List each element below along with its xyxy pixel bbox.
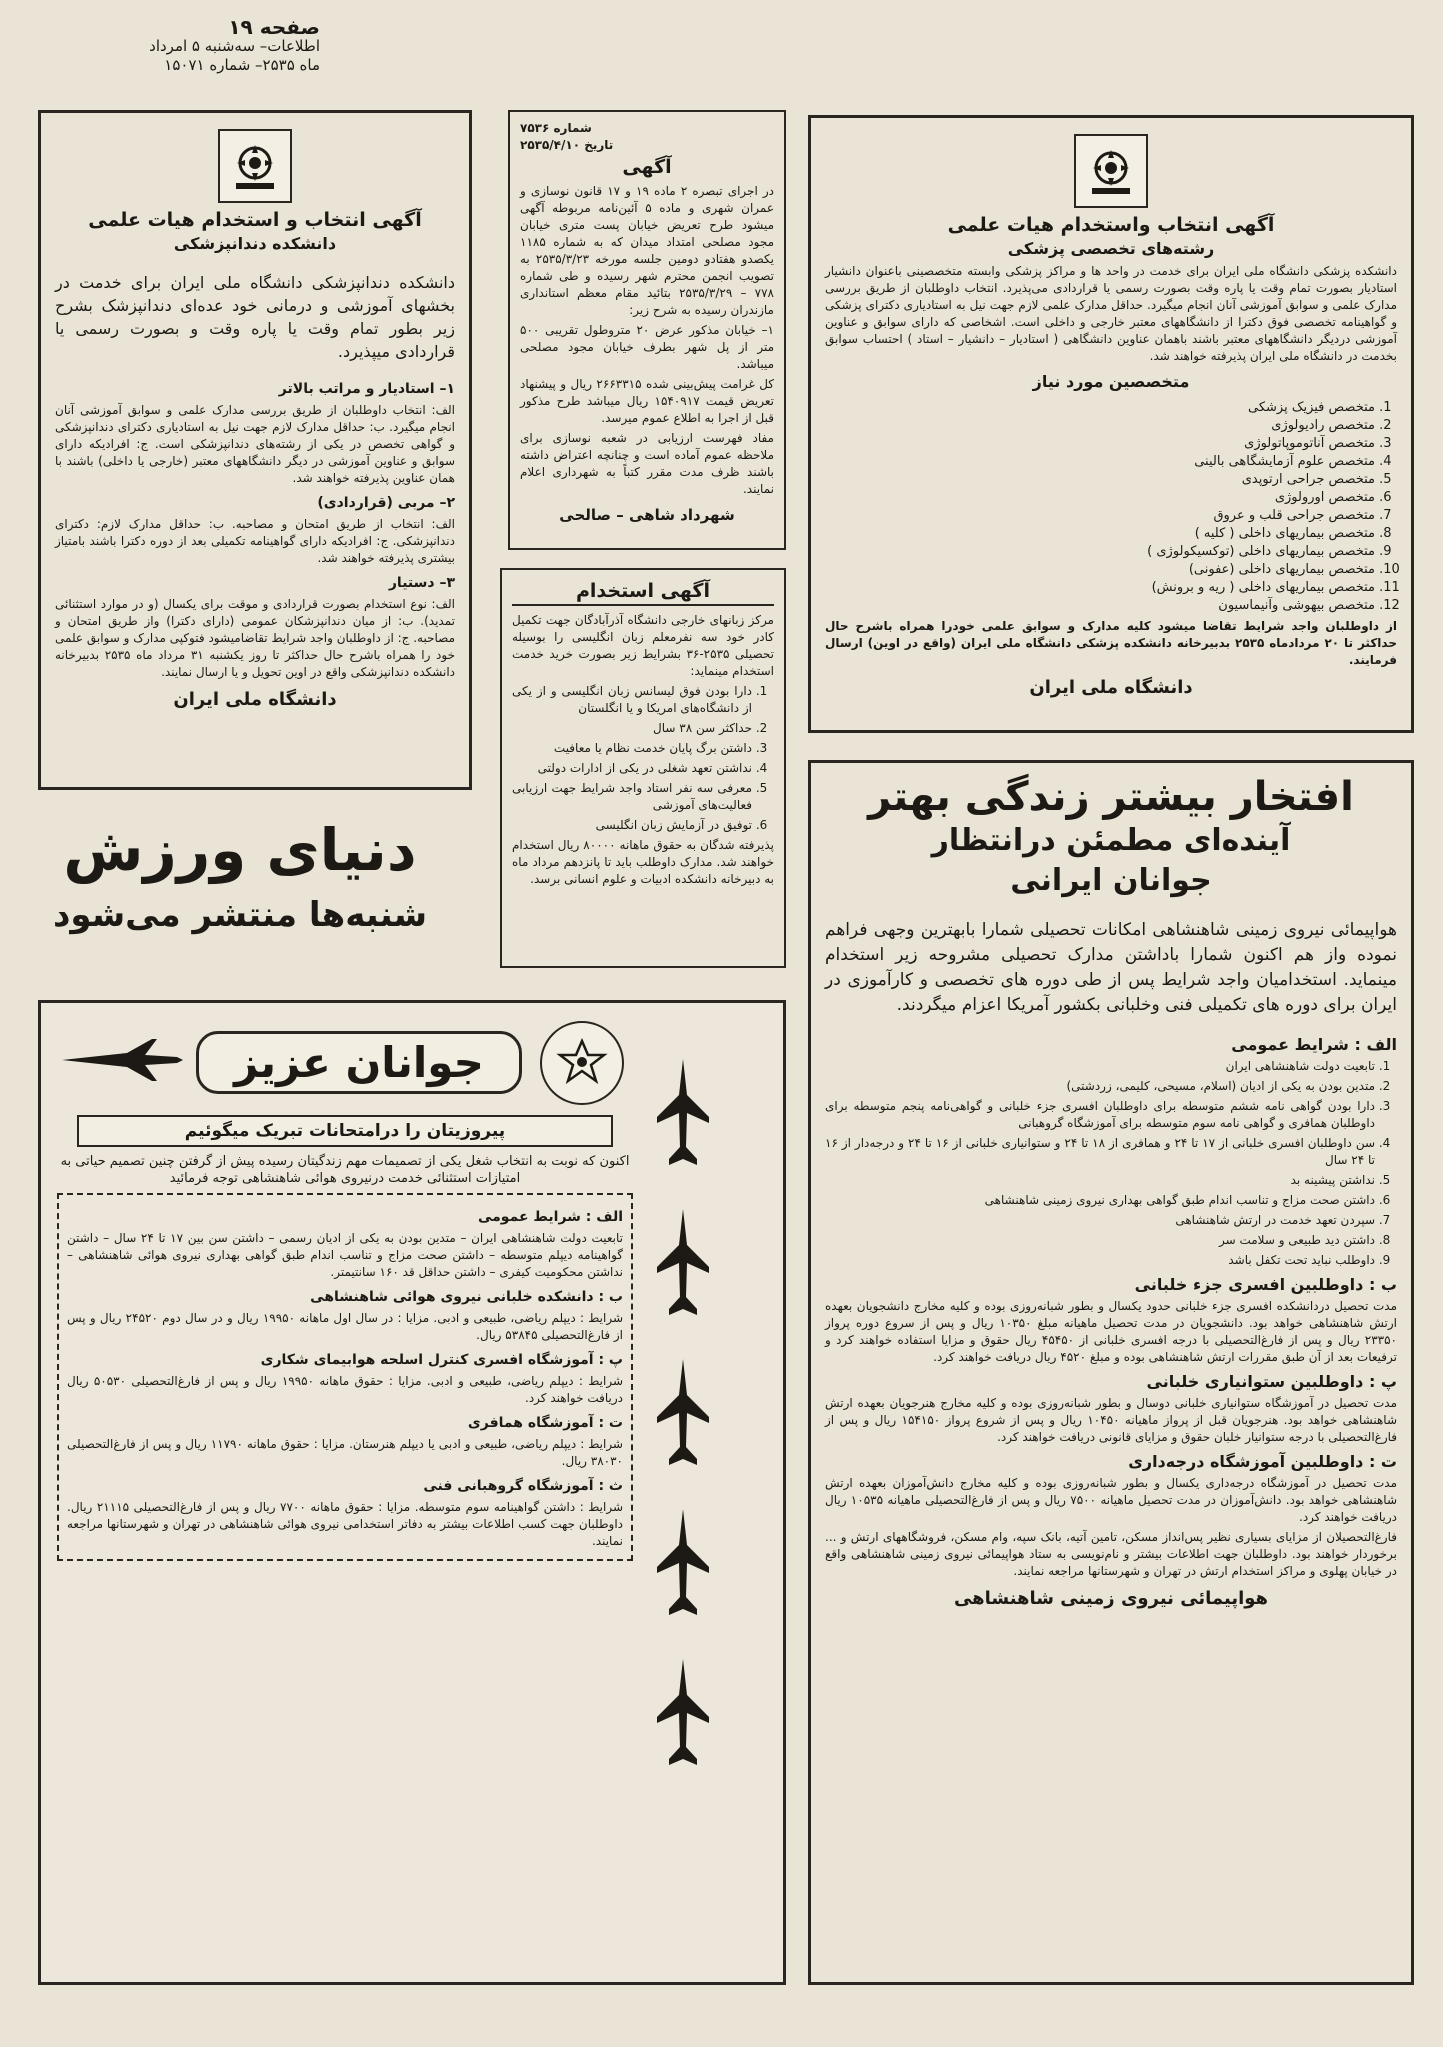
list-item: 10. متخصص بیماریهای داخلی (عفونی) bbox=[825, 561, 1375, 579]
ad-municipal-item2: کل غرامت پیش‌بینی شده ۲۶۶۳۳۱۵ ریال و پیشنهاد تعریض قیمت ۱۵۴۰۹۱۷ ریال میباشد طرح مذکور قبل از اجرا به اطلاع عموم میرسد. bbox=[520, 377, 774, 425]
list-item: 2. متخصص رادیولوژی bbox=[825, 417, 1375, 435]
ad-army-aviation bbox=[808, 760, 1414, 1985]
list-item: 1. متخصص فیزیک پزشکی bbox=[825, 399, 1375, 417]
notice-date: تاریخ ۲۵۳۵/۴/۱۰ bbox=[520, 138, 614, 152]
list-item: 6. توفیق در آزمایش زبان انگلیسی bbox=[512, 817, 752, 834]
ad-air-force-weapons-text: شرایط : دیپلم ریاضی، طبیعی و ادبی. مزایا : حقوق ماهانه ۱۹۹۵۰ ریال و پس از فارغ‌التحصیلی ۵۰۵۳۰ ریال دریافت خواهند کرد. bbox=[67, 1374, 623, 1405]
list-item: 3. دارا بودن گواهی نامه ششم متوسطه برای داوطلبان افسری جزء خلبانی و گواهی‌نامه پنجم متوسطه برای داوطلبان همافری و گواهی نامه سوم متوسطه برای آموزشگاه گروهبانی bbox=[825, 1098, 1375, 1132]
list-item: 12. متخصص بیهوشی وآنیماسیون bbox=[825, 597, 1375, 615]
university-emblem-icon bbox=[1074, 134, 1148, 208]
ad-army-signature: هواپیمائی نیروی زمینی شاهنشاهی bbox=[953, 1588, 1269, 1609]
list-item: 6. متخصص اورولوژی bbox=[825, 489, 1375, 507]
ad-municipal-title: آگهی bbox=[622, 156, 672, 178]
jet-icon bbox=[57, 1035, 187, 1089]
ad-air-force-homafar-text: شرایط : دیپلم ریاضی، طبیعی و ادبی یا دیپلم هنرستان. مزایا : حقوق ماهانه ۱۱۷۹۰ ریال و پس از فارغ‌التحصیلی ۳۸۰۳۰ ریال. bbox=[67, 1437, 623, 1468]
ad-dental-faculty bbox=[38, 110, 472, 790]
list-item: 1. دارا بودن فوق لیسانس زبان انگلیسی و از یکی از دانشگاه‌های امریکا و یا انگلستان bbox=[512, 683, 752, 717]
list-item: 2. متدین بودن به یکی از ادیان (اسلام، مسیحی، کلیمی، زردشتی) bbox=[825, 1078, 1375, 1095]
air-force-top bbox=[57, 1015, 633, 1109]
ad-air-force-subbanner: پیروزیتان را درامتحانات تبریک میگوئیم bbox=[77, 1115, 613, 1147]
jet-column bbox=[618, 1040, 748, 1910]
list-item: 3. متخصص آناتوموپاتولوژی bbox=[825, 435, 1375, 453]
ad-municipal-signature: شهرداد شاهی – صالحی bbox=[559, 506, 735, 524]
ad-air-force-homafar-heading: ت : آموزشگاه همافری bbox=[467, 1415, 623, 1431]
sports-subtitle: شنبه‌ها منتشر می‌شود bbox=[52, 895, 428, 935]
ad-army-nco-text: مدت تحصیل در آموزشگاه درجه‌داری یکسال و بطور شبانه‌روزی بوده و کلیه مخارج دانش‌آموزان بعهده ارتش شاهنشاهی خواهد بود. دانش‌آموزان در مدت تحصیل ماهیانه ۷۵۰۰ ریال و پس از فارغ‌التحصیلی ماهیانه ۱۰۵۳۵ ریال دریافت خواهند کرد. bbox=[825, 1476, 1397, 1524]
ad-municipal-item1: ۱– خیابان مذکور عرض ۲۰ متروطول تقریبی ۵۰۰ متر از پل شهر بطرف خیابان مجود مصلحی میباشد. bbox=[520, 323, 774, 371]
ad-army-headline1: افتخار بیشتر زندگی بهتر bbox=[868, 774, 1354, 820]
jet-icon bbox=[618, 1340, 748, 1490]
ad-employment bbox=[500, 568, 786, 968]
ad-dental-sec2: ۲– مربی (قراردادی) bbox=[317, 495, 455, 511]
ad-air-force-general-heading: الف : شرایط عمومی bbox=[477, 1209, 623, 1225]
ad-employment-intro: مرکز زبانهای خارجی دانشگاه آذرآبادگان جهت تکمیل کادر خود سه نفرمعلم زبان انگلیسی را بوسیله تحصیلی ۲۵۳۵-۳۶ بشرایط زیر بصورت خرید خدمت استخدام مینماید: bbox=[512, 613, 775, 678]
ad-army-headline2: آینده‌ای مطمئن درانتظار bbox=[931, 823, 1291, 858]
ad-air-force-banner: جوانان عزیز bbox=[196, 1031, 522, 1094]
list-item: 9. داوطلب نباید تحت تکفل باشد bbox=[825, 1252, 1375, 1269]
list-item: 5. متخصص جراحی ارتوپدی bbox=[825, 471, 1375, 489]
ad-medical-closing: از داوطلبان واجد شرایط تقاضا میشود کلیه مدارک و سوابق علمی خودرا همراه باشرح حال حداکثر تا ۲۰ مردادماه ۲۵۳۵ بدبیرخانه دانشکده پزشکی دانشگاه ملی ایران (واقع در اوین) ارسال فرمایند. bbox=[825, 619, 1397, 667]
ad-army-warrant-heading: پ : داوطلبین ستوانیاری خلبانی bbox=[1146, 1372, 1397, 1391]
ad-army-warrant-text: مدت تحصیل در آموزشگاه ستوانیاری خلبانی دوسال و بطور شبانه‌روزی بوده و کلیه مخارج هنرجویان بعهده ارتش شاهنشاهی خواهد بود. هنرجویان قبل از پرواز ماهیانه ۱۰۴۵۰ ریال و پس از شروع پرواز ۱۵۴۱۵۰ ریال و پس از فارغ‌التحصیلی با درجه ستوانیار خلبان حقوق و مزایای قانونی دریافت خواهند کرد. bbox=[825, 1396, 1397, 1444]
ad-medical-subtitle: رشته‌های تخصصی پزشکی bbox=[1007, 239, 1215, 258]
jet-icon bbox=[618, 1490, 748, 1640]
ad-air-force-pilot-heading: ب : دانشکده خلبانی نیروی هوائی شاهنشاهی bbox=[310, 1289, 623, 1305]
ad-dental-signature: دانشگاه ملی ایران bbox=[173, 689, 337, 710]
ad-medical-faculty bbox=[808, 115, 1414, 733]
list-item: 6. داشتن صحت مزاج و تناسب اندام طبق گواهی بهداری نیروی زمینی شاهنشاهی bbox=[825, 1192, 1375, 1209]
ad-dental-sec1: ۱– استادیار و مراتب بالاتر bbox=[278, 381, 455, 397]
ad-municipal-body: در اجرای تبصره ۲ ماده ۱۹ و ۱۷ قانون نوسازی و عمران شهری و ماده ۵ آئین‌نامه مربوطه آگهی میشود طرح تعریض خیابان پست متری خیابان مجود مصلحی امتداد میدان که به شماره ۱۱۸۵ یکصدو هفتادو دومین جلسه مورخه ۲۵۳۵/۳/۲۳ به تصویب انجمن محترم شهر رسیده و طی شماره ۷۷۸ – ۲۵۳۵/۳/۲۹ بتائید مقام معظم استانداری مازندران رسیده به شرح زیر: bbox=[520, 184, 775, 317]
page-number: صفحه ۱۹ bbox=[228, 15, 320, 39]
ad-army-lead: هواپیمائی نیروی زمینی شاهنشاهی امکانات تحصیلی شمارا بابهترین وجهی فراهم نموده واز هم اکنون شمارا باداشتن مدارک تحصیلی مشروحه زیر استخدام مینماید. استخدامیان واجد شرایط پس از طی دوره های تخصصی و کارآموزی در ایران برای دوره های تکمیلی فنی وخلبانی بکشور آمریکا اعزام میگردند. bbox=[825, 920, 1397, 1015]
army-general-conditions bbox=[825, 1058, 1375, 1269]
list-item: 9. متخصص بیماریهای داخلی (توکسیکولوژی ) bbox=[825, 543, 1375, 561]
ad-army-pilot-text: مدت تحصیل دردانشکده افسری جزء خلبانی حدود یکسال و بطور شبانه‌روزی بوده و کلیه مخارج دانشجویان بعهده ارتش شاهنشاهی خواهد بود. دانشجویان در مدت تحصیل ماهیانه مبلغ ۱۰۳۵۰ ریال و پس از سروع دوره پرواز ۲۳۳۵۰ ریال و پس از فارغ‌التحصیلی با درجه افسری خلبانی از ۴۵۴۵۰ ریال حقوق و مزایا استفاده خواهند کرد و ترفیعات بعد از آن طبق مقررات ارتش شاهنشاهی بوده و مبلغ ۴۵۲۰ ریال دریافت خواهند کرد. bbox=[825, 1299, 1398, 1364]
header-date: اطلاعات– سه‌شنبه ۵ امرداد bbox=[149, 37, 320, 55]
list-item: 4. نداشتن تعهد شغلی در یکی از ادارات دولتی bbox=[512, 760, 752, 777]
ad-army-benefits: فارغ‌التحصیلان از مزایای بسیاری نظیر پس‌انداز مسکن، تامین آتیه، بانک سپه، وام مسکن، فروشگاههای ارتش و ... برخوردار خواهند بود. داوطلبان جهت اطلاعات بیشتر و نام‌نویسی به ستاد هواپیمائی نیروی زمینی شاهنشاهی واقع در خیابان پهلوی و مراکز استخدام ارتش در تهران و شهرستانها مراجعه نمایند. bbox=[825, 1530, 1397, 1578]
list-item: 2. حداکثر سن ۳۸ سال bbox=[512, 720, 752, 737]
air-force-conditions bbox=[57, 1193, 633, 1561]
ad-dental-lead: دانشکده دندانپزشکی دانشگاه ملی ایران برای خدمت در بخشهای آموزشی و درمانی خود عده‌ای دندانپزشک بشرح زیر بطور تمام وقت یا پاره وقت و بصورت رسمی یا قراردادی میپذیرد. bbox=[55, 273, 455, 361]
list-item: 5. معرفی سه نفر استاد واجد شرایط جهت ارزیابی فعالیت‌های آموزشی bbox=[512, 780, 752, 814]
list-item: 11. متخصص بیماریهای داخلی ( ریه و برونش) bbox=[825, 579, 1375, 597]
ad-air-force-weapons-heading: پ : آموزشگاه افسری کنترل اسلحه هوابیمای شکاری bbox=[260, 1352, 623, 1368]
list-item: 7. سپردن تعهد خدمت در ارتش شاهنشاهی bbox=[825, 1212, 1375, 1229]
ad-air-force-pilot-text: شرایط : دیپلم ریاضی، طبیعی و ادبی. مزایا : در سال اول ماهانه ۱۹۹۵۰ ریال و در سال دوم ۲۴۵۲۰ ریال و پس از فارغ‌التحصیلی ۵۳۸۴۵ ریال. bbox=[67, 1311, 623, 1342]
jet-icon bbox=[618, 1040, 748, 1190]
list-item: 4. متخصص علوم آزمایشگاهی بالینی bbox=[825, 453, 1375, 471]
ad-air-force-intro: اکنون که نوبت به انتخاب شغل یکی از تصمیمات مهم زندگیتان رسیده پیش از گرفتن چنین تصمیم حیاتی به امتیازات استثنائی خدمت درنیروی هوائی شاهنشاهی توجه فرمائید bbox=[60, 1154, 630, 1186]
air-force-emblem-icon bbox=[540, 1021, 624, 1105]
header-issue: ماه ۲۵۳۵– شماره ۱۵۰۷۱ bbox=[164, 56, 320, 74]
ad-army-pilot-heading: ب : داوطلبین افسری جزء خلبانی bbox=[1134, 1275, 1397, 1294]
ad-municipal-item3: مفاد فهرست ارزیابی در شعبه نوسازی برای ملاحظه عموم آماده است و چنانچه اعتراض داشته باشند ظرف مدت مقرر کتباً به شهرداری اعلام نمایند. bbox=[520, 431, 774, 496]
ad-employment-title: آگهی استخدام bbox=[512, 578, 774, 606]
ad-dental-sec3-text: الف: نوع استخدام بصورت قراردادی و موقت برای یکسال (و در موارد استثنائی تمدید). ب: از میان دندانپزشکان عمومی (دارای دکترا) واز طریق امتحان و مصاحبه. ج: از داوطلبان واجد شرایط تقاضامیشود فتوکپی مدارک و سوابق علمی خود را همراه باشرح حال حداکثر تا روز یکشنبه ۳۱ مرداد ماه ۲۵۳۵ بدبیرخانه دانشکده دندانپزشکی واقع در اوین تحویل و یا ارسال نمایند. bbox=[55, 597, 456, 679]
list-item: 1. تابعیت دولت شاهنشاهی ایران bbox=[825, 1058, 1375, 1075]
notice-number: شماره ۷۵۳۶ bbox=[520, 121, 592, 135]
ad-medical-signature: دانشگاه ملی ایران bbox=[1029, 677, 1193, 698]
jet-icon bbox=[618, 1640, 748, 1790]
ad-dental-sec1-text: الف: انتخاب داوطلبان از طریق بررسی مدارک علمی و سوابق آموزشی آنان انجام میگیرد. ب: حداقل مدارک لازم جهت نیل به استادیاری دکترای دندانپزشکی و گواهی تخصص در یکی از رشته‌های دندانپزشکی است. ج: افرادیکه دارای سوابق و عناوین آموزشی در دیگر دانشگاههای معتبر (خارجی یا داخلی) باشند با همان عناوین پذیرفته خواهند شد. bbox=[55, 403, 455, 485]
ad-dental-sec2-text: الف: انتخاب از طریق امتحان و مصاحبه. ب: حداقل مدارک لازم: دکترای دندانپزشکی. ج: افرادیکه دارای گواهینامه تکمیلی بعد از دوره دکترا باشند بامتیاز بیشتری پذیرفته خواهند شد. bbox=[55, 517, 455, 565]
list-item: 3. داشتن برگ پایان خدمت نظام یا معافیت bbox=[512, 740, 752, 757]
ad-medical-intro: دانشکده پزشکی دانشگاه ملی ایران برای خدمت در واحد ها و مراکز پزشکی وابسته متخصصینی باعنوان دانشیار استادیار بصورت تمام وقت یا پاره وقت بصورت رسمی یا قراردادی می‌پذیرد. انتخاب داوطلبان از طریق بررسی مدارک علمی و سوابق آموزشی آنان انجام میگیرد. حداقل مدارک علمی لازم جهت نیل به استادیاری دکترای پزشکی و گواهینامه تخصصی فوق دکترا از دانشگاههای معتبر خارجی و داخلی است. اشخاصی که دارای سوابق و عناوین آموزشی دردیگر دانشگاههای معتبر باشند باهمان عناوین دانشگاهی ( استادیار – دانشیار – استاد ) احتساب سوابق بخدمت در دانشگاه ملی ایران پذیرفته خواهند شد. bbox=[825, 264, 1397, 363]
ad-municipal-notice bbox=[508, 110, 786, 550]
list-item: 8. داشتن دید طبیعی و سلامت سر bbox=[825, 1232, 1375, 1249]
ad-dental-sec3: ۳– دستیار bbox=[388, 575, 455, 591]
ad-air-force-general-text: تابعیت دولت شاهنشاهی ایران – متدین بودن به یکی از ادیان رسمی – داشتن سن بین ۱۷ تا ۲۴ سال – داشتن گواهینامه دیپلم متوسطه – داشتن صحت مزاج و تناسب اندام طبق گواهی بهداری نیروی هوائی شاهنشاهی – نداشتن محکومیت کیفری – داشتن حداقل قد ۱۶۰ سانتیمتر. bbox=[67, 1231, 623, 1279]
ad-dental-title: آگهی انتخاب و استخدام هیات علمی bbox=[88, 209, 422, 231]
jet-icon bbox=[618, 1190, 748, 1340]
ad-army-headline3: جوانان ایرانی bbox=[1010, 863, 1212, 898]
page-header bbox=[40, 15, 320, 75]
ad-air-force-technical-text: شرایط : داشتن گواهینامه سوم متوسطه. مزایا : حقوق ماهانه ۷۷۰۰ ریال و پس از فارغ‌التحصیلی ۲۱۱۱۵ ریال. داوطلبان جهت کسب اطلاعات بیشتر به دفاتر استخدامی نیروی هوائی شاهنشاهی در تهران و شهرستانها مراجعه نمایند. bbox=[67, 1500, 624, 1548]
employment-conditions bbox=[512, 683, 752, 834]
list-item: 8. متخصص بیماریهای داخلی ( کلیه ) bbox=[825, 525, 1375, 543]
specialist-list bbox=[825, 399, 1375, 615]
list-item: 4. سن داوطلبان افسری خلبانی از ۱۷ تا ۲۴ و همافری از ۱۸ تا ۲۴ و ستوانیاری خلبانی از ۱۶ تا ۲۴ و درجه‌دار از ۱۶ تا ۲۴ سال bbox=[825, 1135, 1375, 1169]
ad-army-nco-heading: ت : داوطلبین آموزشگاه درجه‌داری bbox=[1128, 1452, 1397, 1471]
university-emblem-icon bbox=[218, 129, 292, 203]
sports-title: دنیای ورزش bbox=[63, 816, 417, 884]
ad-army-general-heading: الف : شرایط عمومی bbox=[1231, 1035, 1397, 1054]
ad-medical-list-heading: متخصصین مورد نیاز bbox=[1032, 372, 1190, 391]
list-item: 5. نداشتن پیشینه بد bbox=[825, 1172, 1375, 1189]
ad-air-force-technical-heading: ث : آموزشگاه گروهبانی فنی bbox=[423, 1478, 623, 1494]
ad-employment-closing: پذیرفته شدگان به حقوق ماهانه ۸۰۰۰۰ ریال استخدام خواهند شد. مدارک داوطلب باید تا پانزدهم مرداد ماه به دبیرخانه دانشکده ادبیات و علوم انسانی برسد. bbox=[512, 838, 774, 886]
ad-medical-title: آگهی انتخاب واستخدام هیات علمی bbox=[947, 214, 1275, 236]
list-item: 7. متخصص جراحی قلب و عروق bbox=[825, 507, 1375, 525]
ad-dental-subtitle: دانشکده دندانپزشکی bbox=[173, 234, 337, 253]
